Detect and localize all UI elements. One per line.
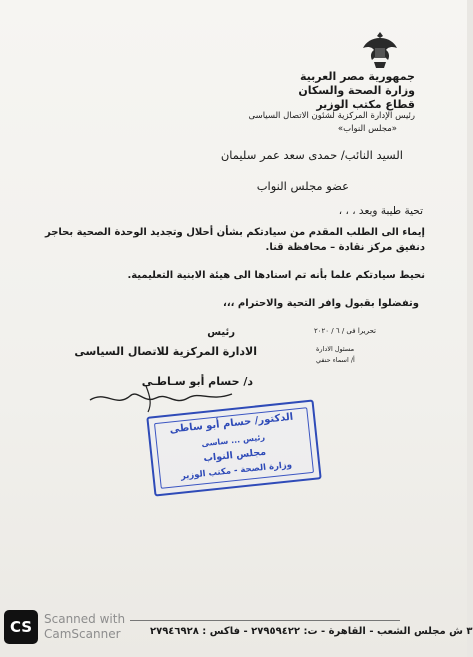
greeting: تحية طيبة وبعد ، ، ، xyxy=(338,205,423,217)
body-line-1: إيماء الى الطلب المقدم من سيادتكم بشأن أحلال وتجديد الوحدة الصحية بحاجر xyxy=(44,227,425,238)
addressee-title: عضو مجلس النواب xyxy=(256,179,349,193)
signature-department: الادارة المركزية للاتصال السياسى xyxy=(74,345,257,358)
addressee: السيد النائب/ حمدى سعد عمر سليمان xyxy=(220,148,403,162)
camscanner-logo-icon: CS xyxy=(4,610,38,644)
date-line: تحريرا فى / ٦ / ٢٠٢٠ xyxy=(314,327,376,335)
footer-divider xyxy=(130,620,400,621)
header-country: جمهورية مصر العربية xyxy=(300,70,415,83)
signature-title: رئيس xyxy=(207,327,235,338)
stamp-line-2: رئيس ... ساسى xyxy=(201,432,266,449)
header-department: رئيس الإدارة المركزية لشئون الاتصال السياسى xyxy=(248,111,415,121)
header-sector: قطاع مكتب الوزير xyxy=(316,98,415,111)
signature-name: د/ حسام أبو سـاطـى xyxy=(141,375,253,388)
stamp-line-4: وزارة الصحة - مكتب الوزير xyxy=(180,460,293,482)
stamp-line-3: مجلس النواب xyxy=(202,446,267,465)
official-stamp xyxy=(146,399,321,496)
closing-line: وتفضلوا بقبول وافر التحية والاحترام ،،، xyxy=(223,298,419,309)
body-line-3: نحيط سيادتكم علما بأنه تم اسنادها الى هيئة الابنية التعليمية. xyxy=(127,270,425,281)
header-parliament: «مجلس النواب» xyxy=(337,124,397,134)
responsible-label: مسئول الادارة xyxy=(316,345,355,353)
watermark-line-2: CamScanner xyxy=(44,627,121,641)
watermark-line-1: Scanned with xyxy=(44,612,126,626)
header-ministry: وزارة الصحة والسكان xyxy=(298,84,415,97)
stamp-line-1: الدكتور/ حسام أبو ساطى xyxy=(169,411,294,436)
eagle-emblem-icon xyxy=(362,30,398,70)
scanner-watermark xyxy=(44,612,125,642)
responsible-name: أ/ اسماء حنفي xyxy=(316,356,355,364)
footer-address: ٣ ش مجلس الشعب - القاهرة - ت: ٢٧٩٥٩٤٢٢ - فاكس : ٢٧٩٤٦٩٢٨ xyxy=(150,626,473,637)
body-line-2: دنفيق مركز نقادة – محافظة قنا. xyxy=(265,242,425,253)
